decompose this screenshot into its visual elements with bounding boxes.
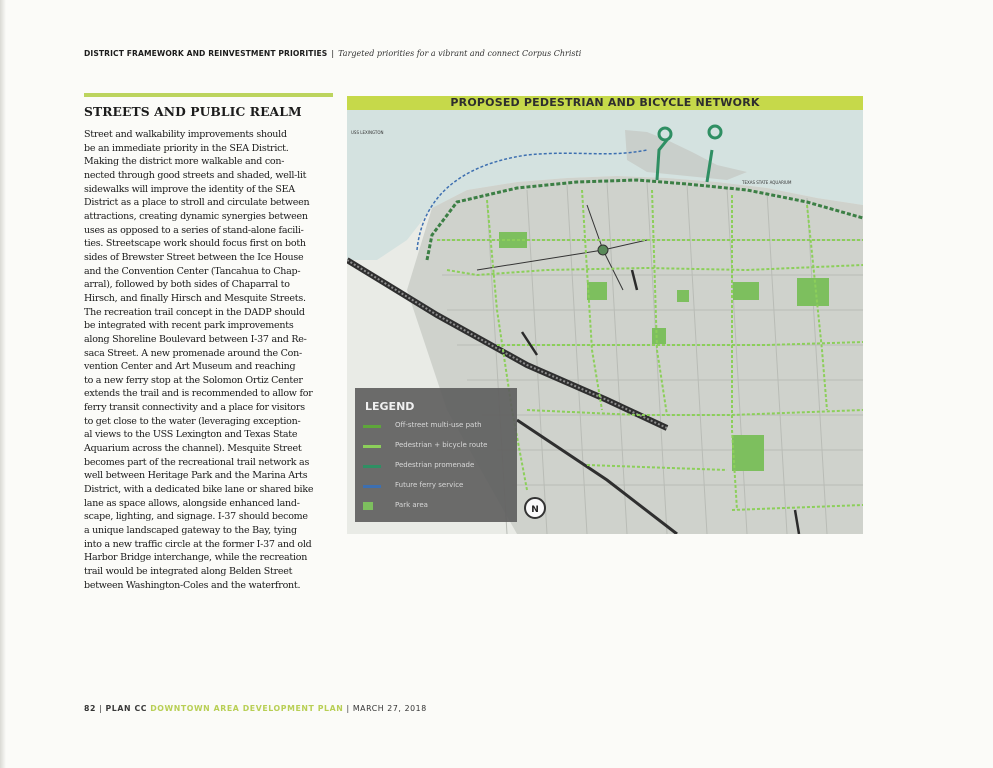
body-text-line: saca Street. A new promenade around the Con-: [84, 347, 302, 359]
body-text-line: to a new ferry stop at the Solomon Ortiz Center: [84, 374, 303, 386]
body-text-line: along Shoreline Boulevard between I-37 and Re-: [84, 333, 307, 345]
page-number: 82: [84, 704, 97, 713]
body-text: [84, 128, 338, 592]
legend-swatch: [363, 485, 381, 488]
footer-plan: PLAN CC: [105, 704, 148, 713]
body-text-line: be integrated with recent park improvements: [84, 320, 294, 332]
body-text-line: attractions, creating dynamic synergies between: [84, 210, 308, 222]
body-text-line: Aquarium across the channel). Mesquite Street: [84, 443, 302, 455]
page-footer: [84, 704, 584, 713]
body-text-line: between Washington-Coles and the waterfront.: [84, 579, 301, 591]
legend-swatch: [363, 465, 381, 468]
running-head: [84, 49, 944, 58]
body-text-line: extends the trail and is recommended to allow for: [84, 388, 313, 400]
label-aquarium: TEXAS STATE AQUARIUM: [742, 180, 792, 185]
legend-swatch: [363, 502, 373, 510]
section-title: STREETS AND PUBLIC REALM: [84, 104, 302, 119]
body-text-line: The recreation trail concept in the DADP should: [84, 306, 305, 318]
body-text-line: arral), followed by both sides of Chaparral to: [84, 279, 290, 291]
map-header: PROPOSED PEDESTRIAN AND BICYCLE NETWORK: [347, 96, 863, 110]
body-text-line: vention Center and Art Museum and reaching: [84, 361, 296, 373]
legend-swatch: [363, 425, 381, 428]
body-text-line: sides of Brewster Street between the Ice House: [84, 251, 304, 263]
footer-plan-title: DOWNTOWN AREA DEVELOPMENT PLAN: [150, 704, 344, 713]
body-text-line: into a new traffic circle at the former I-37 and old: [84, 538, 312, 550]
body-text-line: Harbor Bridge interchange, while the recreation: [84, 552, 308, 564]
footer-separator: |: [99, 704, 103, 713]
body-text-line: District, with a dedicated bike lane or shared bike: [84, 484, 314, 496]
label-uss-lexington: USS LEXINGTON: [351, 130, 384, 135]
map-legend: LEGEND Off-street multi-use path Pedestrian + bicycle route Pedestrian promenade Future ferry service Park area: [355, 388, 517, 522]
legend-swatch: [363, 445, 381, 448]
body-text-line: becomes part of the recreational trail network as: [84, 456, 310, 468]
body-text-line: to get close to the water (leveraging exception-: [84, 415, 301, 427]
running-head-subtitle: Targeted priorities for a vibrant and connect Corpus Christi: [338, 49, 582, 58]
legend-title: LEGEND: [365, 400, 415, 413]
body-text-line: ties. Streetscape work should focus first on both: [84, 238, 306, 250]
body-text-line: District as a place to stroll and circulate between: [84, 197, 310, 209]
body-text-line: Street and walkability improvements should: [84, 129, 287, 140]
footer-date: MARCH 27, 2018: [352, 704, 427, 713]
body-text-line: well between Heritage Park and the Marina Arts: [84, 470, 308, 482]
body-text-line: trail would be integrated along Belden Street: [84, 566, 293, 577]
page-edge: [0, 0, 6, 768]
north-arrow-icon: N: [524, 497, 546, 519]
body-text-line: a unique landscaped gateway to the Bay, tying: [84, 525, 297, 537]
section-accent-bar: [84, 93, 333, 97]
running-head-separator: |: [331, 49, 335, 58]
body-text-line: be an immediate priority in the SEA District.: [84, 142, 289, 154]
body-text-line: al views to the USS Lexington and Texas State: [84, 429, 298, 441]
footer-separator: |: [346, 704, 350, 713]
running-head-title: DISTRICT FRAMEWORK AND REINVESTMENT PRIORITIES: [84, 49, 328, 58]
body-text-line: nected through good streets and shaded, well-lit: [84, 169, 307, 181]
body-text-line: scape, lighting, and signage. I-37 should become: [84, 511, 308, 523]
body-text-line: and the Convention Center (Tancahua to Chap-: [84, 265, 301, 277]
traffic-circle: [598, 245, 608, 255]
body-text-line: Making the district more walkable and con-: [84, 156, 285, 168]
body-text-line: lane as space allows, alongside enhanced land-: [84, 497, 300, 509]
body-text-line: sidewalks will improve the identity of the SEA: [84, 183, 295, 195]
body-text-line: uses as opposed to a series of stand-alone facili-: [84, 224, 304, 236]
body-text-line: ferry transit connectivity and a place for visitors: [84, 402, 305, 414]
body-text-line: Hirsch, and finally Hirsch and Mesquite Streets.: [84, 292, 306, 304]
